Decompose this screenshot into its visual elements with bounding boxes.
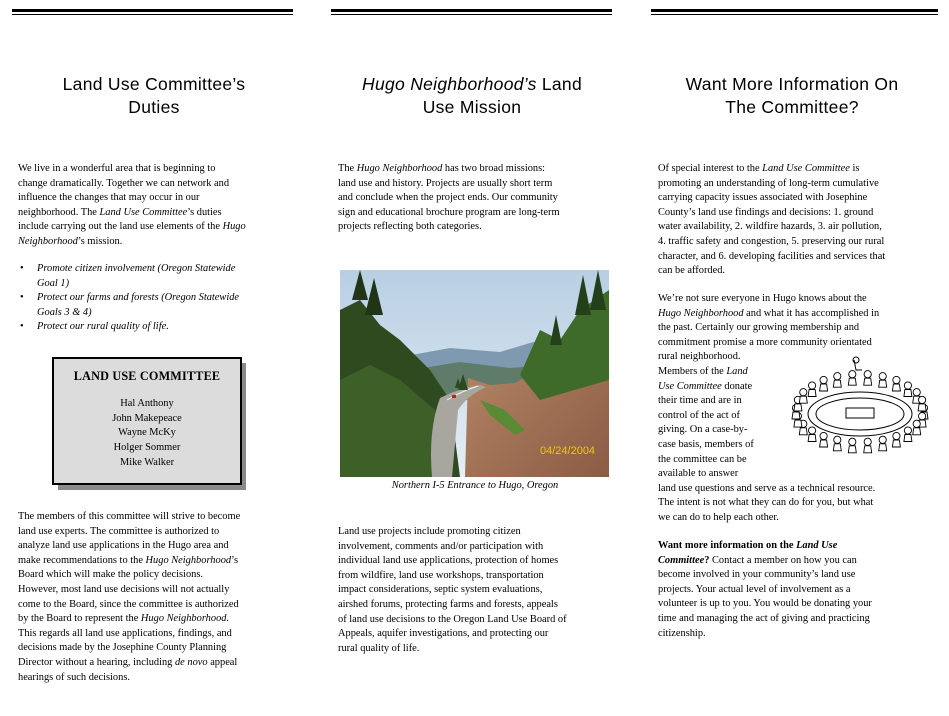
heading-line: Use Mission — [422, 97, 522, 117]
text-line: Hugo Neighborhood and what it has accomplished in — [658, 307, 880, 319]
column2-heading — [330, 73, 614, 119]
column1-intro-paragraph — [18, 162, 308, 250]
goal-item: • Promote citizen involvement (Oregon Statewide Goal 1) — [20, 262, 300, 291]
person-body — [792, 412, 800, 419]
text-line: decisions made by the Josephine County Planning — [18, 642, 227, 654]
text-line: 4. traffic safety and congestion, 5. preserving our rural — [658, 235, 885, 247]
person-head — [904, 427, 911, 434]
person-head — [834, 373, 841, 380]
person-head — [913, 420, 920, 427]
person-body — [799, 396, 807, 403]
person-body — [794, 420, 802, 427]
text-line: The Hugo Neighborhood has two broad missions: — [338, 163, 546, 174]
column3-top-rule-thin — [651, 14, 938, 15]
person-head — [919, 396, 926, 403]
text-line: promoting an understanding of long-term cumulative — [658, 177, 879, 189]
text-line: This regards all land use applications, findings, and — [18, 627, 232, 639]
person-head — [913, 389, 920, 396]
person-body — [904, 435, 912, 442]
person-body — [904, 390, 912, 397]
heading-line: Land — [536, 74, 582, 94]
person-body — [864, 446, 872, 453]
text-line: influence the changes that may occur in our — [18, 192, 200, 204]
person-body — [913, 428, 921, 435]
photo-date-stamp: 04/24/2004 — [540, 445, 596, 457]
person-body — [808, 390, 816, 397]
person-head — [849, 438, 856, 445]
text-line: We live in a wonderful area that is beginning to — [18, 163, 216, 174]
member-name: Mike Walker — [119, 456, 175, 468]
person-body — [848, 446, 856, 453]
text-line: carrying capacity issues associated with Josephine — [658, 192, 868, 204]
text-line: airshed forums, protecting farms and forests, appeals — [338, 598, 558, 610]
text-line: control of the act of — [658, 409, 740, 421]
heading-line: Duties — [128, 97, 180, 117]
person-body — [808, 435, 816, 442]
photo-caption: Northern I-5 Entrance to Hugo, Oregon — [391, 480, 559, 491]
text-line: volunteer is up to you. You would be donating your — [658, 598, 872, 610]
text-line: giving. On a case-by- — [658, 424, 748, 436]
meeting-sketch-graphic — [776, 356, 941, 466]
text-line: the past. Certainly our growing membership and — [658, 322, 860, 334]
column2-top-rule-thick — [331, 9, 612, 12]
heading-italic: Hugo Neighborhood’s — [362, 74, 537, 94]
text-line: Use Committee donate — [658, 380, 753, 392]
text-line: the committee can be — [658, 453, 747, 465]
text-line: land use experts. The committee is authorized to — [18, 525, 220, 537]
heading-line: The Committee? — [725, 97, 859, 117]
text-line: projects reflecting both categories. — [338, 221, 482, 233]
text-line: Members of the Land — [658, 365, 748, 377]
person-body — [833, 380, 841, 387]
text-line: County’s land use findings and decisions: 1. ground — [658, 206, 874, 218]
person-body — [892, 384, 900, 391]
text-line: change dramatically. Together we can network and — [18, 177, 230, 189]
text-line: Land use projects include promoting citizen — [338, 526, 521, 537]
text-line: include carrying out the land use elements of the Hugo — [18, 221, 246, 233]
text-line: Want more information on the Land Use — [658, 540, 838, 551]
committee-member-list — [54, 397, 240, 471]
person-head — [919, 413, 926, 420]
person-body — [892, 440, 900, 447]
text-line: sign and educational brochure program are long-term — [338, 206, 560, 218]
text-line: case basis, members of — [658, 438, 754, 450]
column1-top-rule-thin — [12, 14, 293, 15]
text-line: citizenship. — [658, 627, 706, 639]
text-line: individual land use applications, protection of homes — [338, 555, 559, 567]
person-body — [799, 428, 807, 435]
text-line: their time and are in — [658, 395, 742, 407]
person-body — [864, 378, 872, 385]
person-head — [864, 371, 871, 378]
person-body — [918, 404, 926, 411]
text-line: involvement, comments and/or participation with — [338, 540, 544, 552]
text-line: We’re not sure everyone in Hugo knows about the — [658, 293, 867, 304]
text-line: Appeals, aquifer investigations, and protecting our — [338, 628, 549, 640]
person-body — [879, 444, 887, 451]
person-head — [820, 376, 827, 383]
committee-member-box — [52, 357, 242, 485]
goal-item: • Protect our rural quality of life. — [20, 320, 300, 335]
goal-item: • Protect our farms and forests (Oregon Statewide Goals 3 & 4) — [20, 291, 300, 320]
text-line: from wildfire, land use workshops, transportation — [338, 569, 544, 581]
text-line: character, and 6. developing facilities and services that — [658, 250, 886, 262]
committee-box-title: LAND USE COMMITTEE — [73, 369, 221, 383]
person-head — [820, 432, 827, 439]
person-body — [879, 380, 887, 387]
column1-goals-list — [20, 262, 300, 335]
text-line: Committee? Contact a member on how you can — [658, 554, 857, 566]
person-body — [794, 404, 802, 411]
text-line: Director without a hearing, including de novo appeal — [18, 656, 238, 668]
highway-photo — [340, 270, 609, 477]
column3-heading — [650, 73, 934, 119]
member-name: John Makepeace — [112, 412, 182, 424]
text-line: make recommendations to the Hugo Neighborhood’s — [18, 554, 239, 566]
heading-line: Land Use Committee’s — [62, 74, 246, 94]
person-head — [879, 373, 886, 380]
person-body — [833, 444, 841, 451]
text-line: neighborhood. The Land Use Committee’s duties — [18, 206, 222, 218]
member-name: Hal Anthony — [120, 398, 174, 409]
column3-top-rule-thick — [651, 9, 938, 12]
text-line: Board which will make the policy decisions. — [18, 569, 203, 581]
highway-photo-graphic — [340, 270, 609, 477]
person-body — [820, 384, 828, 391]
person-head — [834, 436, 841, 443]
text-line: Neighborhood’s mission. — [18, 235, 123, 247]
column3-contact-paragraph — [658, 539, 943, 641]
member-name: Wayne McKy — [118, 427, 176, 439]
text-line: land use and history. Projects are usually short term — [338, 177, 553, 189]
text-line: of land use decisions to the Oregon Land Use Board of — [338, 613, 567, 625]
column1-heading — [12, 73, 296, 119]
text-line: can be afforded. — [658, 265, 726, 277]
text-line: Of special interest to the Land Use Committee is — [658, 163, 860, 174]
person-body — [848, 378, 856, 385]
column1-top-rule-thick — [12, 9, 293, 12]
person-head — [904, 382, 911, 389]
text-line: and conclude when the project ends. Our community — [338, 192, 558, 204]
text-line: hearings of such decisions. — [18, 671, 130, 683]
text-line: The intent is not what they can do for you, but what — [658, 497, 874, 509]
person-head — [893, 432, 900, 439]
community-meeting-sketch — [776, 356, 941, 466]
column2-intro-paragraph — [338, 162, 623, 235]
text-line: available to answer — [658, 468, 739, 480]
text-line: The members of this committee will strive to become — [18, 511, 241, 522]
person-head — [849, 371, 856, 378]
person-body — [820, 440, 828, 447]
column3-interest-paragraph — [658, 162, 943, 279]
person-head — [800, 389, 807, 396]
person-head — [879, 436, 886, 443]
person-head — [893, 376, 900, 383]
text-line: water availability, 2. wildfire hazards, 3. air pollution, — [658, 221, 882, 233]
text-line: become involved in your community’s land use — [658, 569, 856, 581]
text-line: analyze land use applications in the Hugo area and — [18, 540, 229, 552]
text-line: we can do to help each other. — [658, 511, 779, 523]
text-line: projects. Your actual level of involvement as a — [658, 583, 851, 595]
text-line: time and managing the act of giving and practicing — [658, 612, 870, 624]
text-line: commitment promise a more community orientated — [658, 336, 872, 348]
column2-top-rule-thin — [331, 14, 612, 15]
person-head — [809, 427, 816, 434]
text-line: rural neighborhood. — [658, 351, 741, 363]
heading-line: Want More Information On — [685, 74, 899, 94]
text-line: by the Board to represent the Hugo Neighborhood. — [18, 613, 230, 625]
text-line: impact considerations, septic system evaluations, — [338, 584, 543, 596]
column2-body-paragraph — [338, 525, 623, 656]
person-head — [809, 382, 816, 389]
text-line: rural quality of life. — [338, 642, 420, 654]
person-head — [864, 438, 871, 445]
text-line: come to the Board, since the committee is authorized — [18, 598, 239, 610]
text-line: However, most land use decisions will not actually — [18, 583, 230, 595]
text-line: land use questions and serve as a technical resource. — [658, 482, 876, 494]
member-name: Holger Sommer — [113, 442, 181, 454]
column1-body-paragraph — [18, 510, 308, 685]
